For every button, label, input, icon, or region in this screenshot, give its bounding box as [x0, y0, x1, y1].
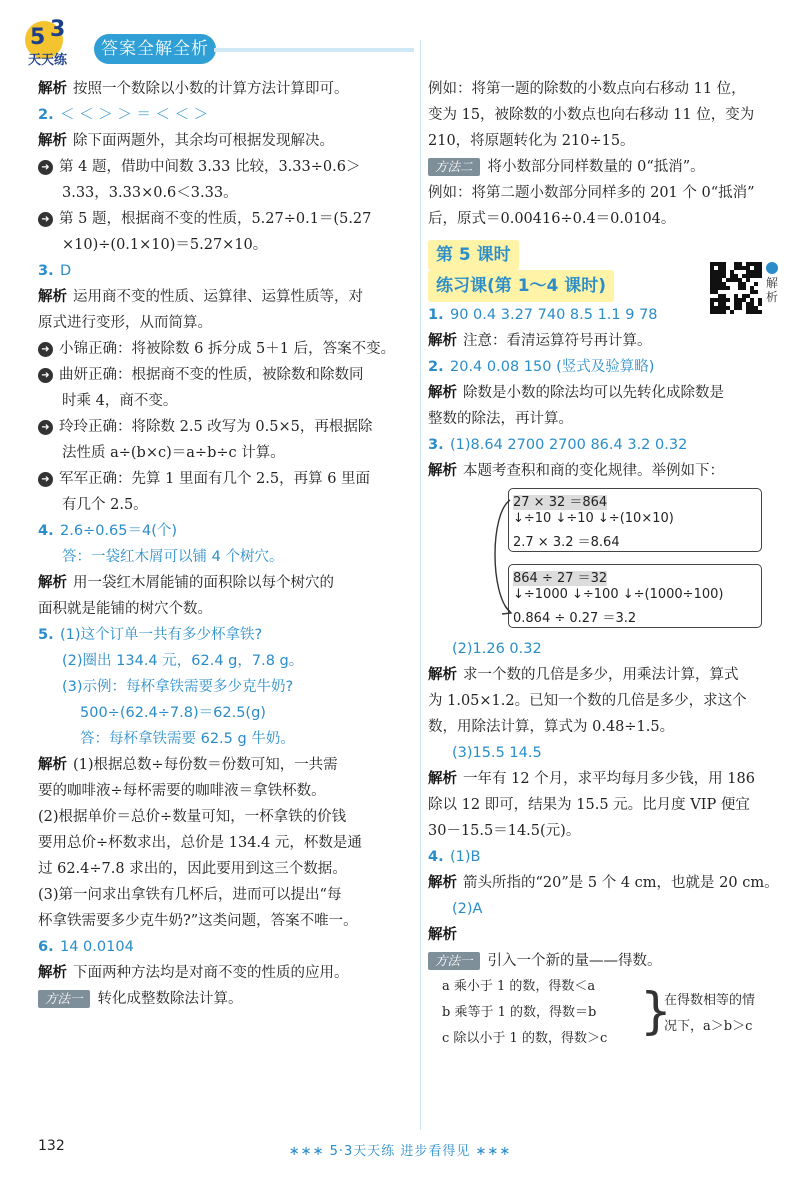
analysis-tag: 解析 [428, 875, 457, 891]
answer-text: 500÷(62.4÷7.8)＝62.5(g) [80, 705, 266, 721]
text-line: 变为 15，被除数的小数点也向右移动 11 位，变为 [428, 107, 755, 123]
text-line: a 乘小于 1 的数，得数＜a [442, 979, 596, 994]
text-line: 3.33，3.33×0.6＜3.33。 [62, 185, 238, 201]
lesson-title: 第 5 课时 [428, 240, 519, 270]
page-number: 132 [38, 1138, 65, 1154]
bullet-line [38, 414, 413, 440]
text-line: 法性质 a÷(b×c)＝a÷b÷c 计算。 [62, 445, 285, 461]
column-divider [420, 40, 421, 1130]
answer-line [38, 934, 413, 960]
method-badge: 方法一 [428, 952, 480, 970]
analysis-text: 除下面两题外，其余均可根据发现解决。 [73, 133, 334, 149]
answer-line [428, 636, 780, 662]
analysis-text: 箭头所指的“20”是 5 个 4 cm，也就是 20 cm。 [463, 875, 779, 891]
text-line: (3)第一问求出拿铁有几杯后，进而可以提出“每 [38, 887, 342, 903]
answer-line [38, 726, 413, 752]
analysis-text: 除数是小数的除法均可以先转化成除数是 [463, 385, 724, 401]
method-text: 引入一个新的量——得数。 [487, 953, 662, 969]
answer-line [38, 258, 413, 284]
analysis-text: 按照一个数除以小数的计算方法计算即可。 [73, 81, 349, 97]
analysis-tag: 解析 [38, 575, 67, 591]
bullet-text: 军军正确：先算 1 里面有几个 2.5，再算 6 里面 [59, 471, 371, 487]
method-text: 转化成整数除法计算。 [97, 991, 243, 1007]
answer-line [428, 432, 780, 458]
svg-text:5: 5 [30, 25, 46, 50]
analysis-text: (1)根据总数÷每份数＝份数可知，一共需 [73, 757, 338, 773]
answer-line [38, 518, 413, 544]
text-line: 210，将原题转化为 210÷15。 [428, 133, 635, 149]
quotient-box [508, 564, 762, 628]
text-line: 时乘 4，商不变。 [62, 393, 178, 409]
question-number: 1. [428, 307, 444, 323]
text-line: 30－15.5＝14.5(元)。 [428, 823, 581, 839]
answer-line [428, 302, 780, 328]
arrow-bullet-icon: ➜ [38, 368, 53, 383]
answer-text: (2)1.26 0.32 [452, 641, 542, 657]
left-column [38, 76, 413, 1012]
question-number: 5. [38, 627, 54, 643]
answer-text: 答：一袋红木屑可以铺 4 个树穴。 [62, 549, 284, 565]
box-row: ↓÷10 ↓÷10 ↓÷(10×10) [513, 511, 674, 526]
analysis-text: 求一个数的几倍是多少，用乘法计算，算式 [463, 667, 739, 683]
answer-text: 2.6÷0.65＝4(个) [60, 523, 178, 539]
answer-text: (1)B [450, 849, 481, 865]
link-arrow-icon [488, 494, 518, 624]
analysis-text: 注意：看清运算符号再计算。 [463, 333, 652, 349]
analysis-line [38, 284, 413, 310]
bullet-line [38, 362, 413, 388]
text-line: 杯拿铁需要多少克牛奶?”这类问题，答案不唯一。 [38, 913, 358, 929]
bullet-line [38, 466, 413, 492]
analysis-tag: 解析 [428, 771, 457, 787]
analysis-text: 运用商不变的性质、运算律、运算性质等，对 [73, 289, 363, 305]
text-line: 为 1.05×1.2。已知一个数的几倍是多少，求这个 [428, 693, 747, 709]
text-line: 数，用除法计算，算式为 0.48÷1.5。 [428, 719, 675, 735]
box-row: 27 × 32 ＝864 [513, 495, 608, 510]
box-row: ↓÷1000 ↓÷100 ↓÷(1000÷100) [513, 587, 724, 602]
answer-text: 20.4 0.08 150 (竖式及验算略) [450, 359, 655, 375]
answer-text: 答：每杯拿铁需要 62.5 g 牛奶。 [80, 731, 295, 747]
analysis-text: 一年有 12 个月，求平均每月多少钱，用 186 [463, 771, 755, 787]
play-icon [766, 262, 778, 274]
bullet-text: 第 5 题，根据商不变的性质，5.27÷0.1＝(5.27 [59, 211, 372, 227]
calc-diagram [428, 484, 780, 636]
text-line: b 乘等于 1 的数，得数＝b [442, 1005, 597, 1020]
answer-line [38, 700, 413, 726]
arrow-bullet-icon: ➜ [38, 472, 53, 487]
answer-line [428, 896, 780, 922]
analysis-tag: 解析 [428, 927, 457, 943]
answer-line [38, 674, 413, 700]
box-row: 2.7 × 3.2 ＝8.64 [513, 535, 620, 550]
bullet-line [38, 336, 413, 362]
answer-text: 14 0.0104 [60, 939, 134, 955]
text-line: 过 62.4÷7.8 求出的，因此要用到这三个数据。 [38, 861, 347, 877]
answer-line [38, 102, 413, 128]
bullet-text: 第 4 题，借助中间数 3.33 比较，3.33÷0.6＞ [59, 159, 361, 175]
text-line: 例如：将第二题小数部分同样多的 201 个 0“抵消” [428, 185, 755, 201]
question-number: 3. [38, 263, 54, 279]
answer-text: D [60, 263, 72, 279]
answer-line [38, 622, 413, 648]
analysis-tag: 解析 [38, 289, 67, 305]
analysis-line [428, 922, 780, 948]
analysis-tag: 解析 [38, 965, 67, 981]
question-number: 2. [38, 107, 54, 123]
analysis-line [428, 870, 780, 896]
text-line: 例如：将第一题的除数的小数点向右移动 11 位， [428, 81, 746, 97]
bullet-line [38, 154, 413, 180]
bullet-text: 曲妍正确：根据商不变的性质，被除数和除数同 [59, 367, 364, 383]
text-line: 面积就是能铺的树穴个数。 [38, 601, 212, 617]
answer-line [428, 844, 780, 870]
answer-line [38, 544, 413, 570]
answer-line [428, 740, 780, 766]
right-column [428, 76, 780, 1058]
lesson-subtitle: 练习课(第 1～4 课时) [428, 270, 614, 302]
answer-text: (2)A [452, 901, 483, 917]
text-line: 在得数相等的情 [664, 993, 756, 1008]
analysis-line [38, 960, 413, 986]
analysis-tag: 解析 [428, 385, 457, 401]
question-number: 6. [38, 939, 54, 955]
analysis-line [428, 380, 780, 406]
answer-text: 90 0.4 3.27 740 8.5 1.1 9 78 [450, 307, 658, 323]
analysis-line [428, 458, 780, 484]
text-line: ×10)÷(0.1×10)＝5.27×10。 [62, 237, 268, 253]
product-box [508, 488, 762, 552]
text-line: (2)根据单价＝总价÷数量可知，一杯拿铁的价钱 [38, 809, 347, 825]
answer-text: ＜ ＜ ＞ ＞ ＝ ＜ ＜ ＞ [60, 107, 209, 123]
arrow-bullet-icon: ➜ [38, 160, 53, 175]
header-rule [214, 48, 414, 52]
analysis-line [428, 766, 780, 792]
text-line: 整数的除法，再计算。 [428, 411, 573, 427]
bullet-text: 小锦正确：将被除数 6 拆分成 5＋1 后，答案不变。 [59, 341, 396, 357]
footer-slogan: ∗∗∗ 5·3天天练 进步看得见 ∗∗∗ [288, 1144, 512, 1159]
text-line: 原式进行变形，从而简算。 [38, 315, 212, 331]
section-title: 答案全解全析 [94, 34, 216, 64]
analysis-line [38, 76, 413, 102]
arrow-bullet-icon: ➜ [38, 212, 53, 227]
question-number: 2. [428, 359, 444, 375]
arrow-bullet-icon: ➜ [38, 342, 53, 357]
analysis-tag: 解析 [38, 757, 67, 773]
method-line [428, 948, 780, 974]
answer-text: (3)15.5 14.5 [452, 745, 542, 761]
answer-line [38, 648, 413, 674]
analysis-text: 本题考查积和商的变化规律。举例如下： [463, 463, 724, 479]
question-number: 4. [38, 523, 54, 539]
svg-text:天天练: 天天练 [28, 53, 68, 68]
text-line: 除以 12 即可，结果为 15.5 元。比月度 VIP 便宜 [428, 797, 750, 813]
text-line: c 除以小于 1 的数，得数＞c [442, 1031, 608, 1046]
page-footer [0, 1138, 800, 1162]
analysis-line [38, 752, 413, 778]
text-line: 况下，a＞b＞c [664, 1019, 753, 1034]
bullet-text: 玲玲正确：将除数 2.5 改写为 0.5×5，再根据除 [59, 419, 373, 435]
analysis-line [428, 662, 780, 688]
question-number: 4. [428, 849, 444, 865]
analysis-tag: 解析 [428, 333, 457, 349]
analysis-line [38, 128, 413, 154]
answer-text: (2)圈出 134.4 元，62.4 g，7.8 g。 [62, 653, 304, 669]
text-line: 后，原式＝0.00416÷0.4＝0.0104。 [428, 211, 676, 227]
box-row: 0.864 ÷ 0.27 ＝3.2 [513, 611, 637, 626]
method-badge: 方法一 [38, 990, 90, 1008]
comparison-block [428, 974, 780, 1058]
analysis-line [428, 328, 780, 354]
analysis-tag: 解析 [38, 133, 67, 149]
analysis-tag: 解析 [38, 81, 67, 97]
text-line: 有几个 2.5。 [62, 497, 148, 513]
answer-text: (3)示例：每杯拿铁需要多少克牛奶? [62, 679, 294, 695]
text-line: 要用总价÷杯数求出，总价是 134.4 元，杯数是通 [38, 835, 362, 851]
analysis-tag: 解析 [428, 667, 457, 683]
analysis-text: 下面两种方法均是对商不变的性质的应用。 [73, 965, 349, 981]
qr-label: 解析 [766, 276, 779, 304]
answer-text: (1)8.64 2700 2700 86.4 3.2 0.32 [450, 437, 688, 453]
analysis-text: 用一袋红木屑能铺的面积除以每个树穴的 [73, 575, 334, 591]
arrow-bullet-icon: ➜ [38, 420, 53, 435]
method-line [38, 986, 413, 1012]
analysis-line [38, 570, 413, 596]
box-row: 864 ÷ 27 ＝32 [513, 571, 608, 586]
method-text: 将小数部分同样数量的 0“抵消”。 [487, 159, 705, 175]
brand-logo [22, 14, 86, 70]
brace-icon: } [640, 982, 672, 1040]
analysis-tag: 解析 [428, 463, 457, 479]
method-badge: 方法二 [428, 158, 480, 176]
answer-line [428, 354, 780, 380]
answer-text: (1)这个订单一共有多少杯拿铁? [60, 627, 263, 643]
bullet-line [38, 206, 413, 232]
text-line: 要的咖啡液÷每杯需要的咖啡液＝拿铁杯数。 [38, 783, 326, 799]
question-number: 3. [428, 437, 444, 453]
svg-text:3: 3 [50, 17, 66, 42]
method-line [428, 154, 780, 180]
